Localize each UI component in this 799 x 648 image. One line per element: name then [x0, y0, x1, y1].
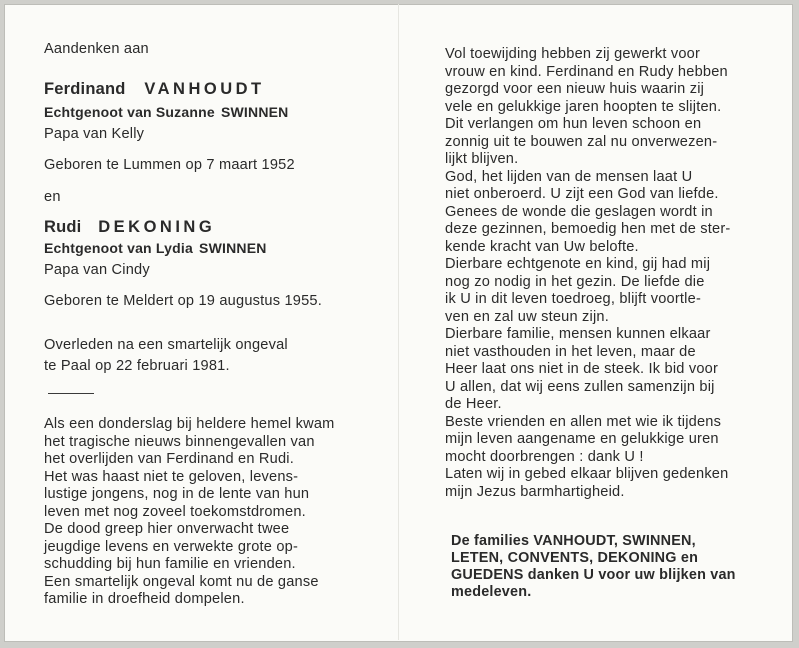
person2-born: Geboren te Meldert op 19 augustus 1955. [44, 293, 322, 309]
text-line: Een smartelijk ongeval komt nu de ganse [44, 573, 319, 590]
person1-name [44, 81, 265, 99]
person2-spouse-label: Echtgenoot van Lydia [44, 240, 193, 256]
text-line: het overlijden van Ferdinand en Rudi. [44, 451, 294, 467]
text-line: lijkt blijven. [445, 151, 519, 167]
person1-child: Papa van Kelly [44, 126, 145, 142]
person2-spouse-last: SWINNEN [199, 240, 267, 256]
text-line: het tragische nieuws binnengevallen van [44, 433, 315, 450]
text-line: gezorgd voor een nieuw huis waarin zij [445, 81, 705, 97]
left-text-block [44, 416, 335, 609]
person1-spouse [44, 104, 288, 122]
text-line: Laten wij in gebed elkaar blijven gedenken [445, 466, 729, 482]
text-line: kende kracht van Uw belofte. [445, 238, 639, 255]
card-fold-line [398, 4, 399, 640]
thanks-line: GUEDENS danken U voor uw blijken van [451, 567, 736, 583]
person1-last-name: VANHOUDT [144, 80, 265, 98]
died-line-1: Overleden na een smartelijk ongeval [44, 337, 288, 353]
thanks-line: LETEN, CONVENTS, DEKONING en [451, 550, 699, 566]
divider-line [48, 393, 94, 394]
person2-last-name: DEKONING [98, 218, 216, 236]
right-text-block [445, 46, 730, 501]
person2-first-name: Rudi [44, 218, 82, 236]
person1-born: Geboren te Lummen op 7 maart 1952 [44, 157, 295, 173]
text-line: Dit verlangen om hun leven schoon en [445, 116, 702, 132]
text-line: lustige jongens, nog in de lente van hun [44, 486, 310, 502]
text-line: vele en gelukkige jaren hoopten te slijten. [445, 98, 722, 115]
thanks-line: medeleven. [451, 584, 532, 600]
text-line: Genees de wonde die geslagen wordt in [445, 203, 713, 220]
text-line: Dierbare echtgenote en kind, gij had mij [445, 256, 711, 272]
text-line: God, het lijden van de mensen laat U [445, 168, 693, 185]
text-line: ven en zal uw steun zijn. [445, 308, 609, 325]
text-line: ik U in dit leven toedroeg, blijft voortle- [445, 291, 702, 307]
text-line: leven met nog zoveel toekomstdromen. [44, 503, 306, 520]
text-line: Vol toewijding hebben zij gewerkt voor [445, 46, 701, 62]
text-line: niet onberoerd. U zijt een God van liefde. [445, 186, 719, 202]
person2-child: Papa van Cindy [44, 262, 150, 278]
text-line: familie in droefheid dompelen. [44, 591, 245, 607]
text-line: Dierbare familie, mensen kunnen elkaar [445, 326, 711, 342]
text-line: niet vasthouden in het leven, maar de [445, 343, 696, 360]
thanks-line: De families VANHOUDT, SWINNEN, [451, 533, 696, 549]
and-text: en [44, 189, 61, 205]
person2-spouse [44, 240, 267, 258]
text-line: vrouw en kind. Ferdinand en Rudy hebben [445, 63, 728, 80]
text-line: U allen, dat wij eens zullen samenzijn bij [445, 378, 715, 395]
text-line: nog zo nodig in het gezin. De liefde die [445, 273, 705, 290]
text-line: Beste vrienden en allen met wie ik tijdens [445, 413, 722, 430]
text-line: deze gezinnen, bemoedig hen met de ster- [445, 221, 731, 237]
person1-spouse-last: SWINNEN [220, 104, 289, 120]
text-line: Als een donderslag bij heldere hemel kwam [44, 416, 335, 432]
person1-spouse-label: Echtgenoot van Suzanne [44, 104, 215, 120]
text-line: mocht doorbrengen : dank U ! [445, 448, 644, 465]
intro-text: Aandenken aan [44, 41, 149, 57]
text-line: schudding bij hun familie en vrienden. [44, 556, 296, 572]
text-line: jeugdige levens en verwekte grote op- [44, 538, 299, 555]
person1-first-name: Ferdinand [44, 80, 126, 98]
text-line: zonnig uit te bouwen zal nu onverwezen- [445, 133, 718, 150]
text-line: de Heer. [445, 396, 502, 412]
text-line: Het was haast niet te geloven, levens- [44, 468, 299, 485]
text-line: mijn leven aangename en gelukkige uren [445, 431, 719, 447]
text-line: De dood greep hier onverwacht twee [44, 521, 290, 537]
text-line: mijn Jezus barmhartigheid. [445, 483, 625, 500]
text-line: Heer laat ons niet in de steek. Ik bid voor [445, 361, 719, 377]
died-line-2: te Paal op 22 februari 1981. [44, 358, 230, 374]
person2-name [44, 219, 215, 237]
thanks-block [451, 533, 736, 601]
